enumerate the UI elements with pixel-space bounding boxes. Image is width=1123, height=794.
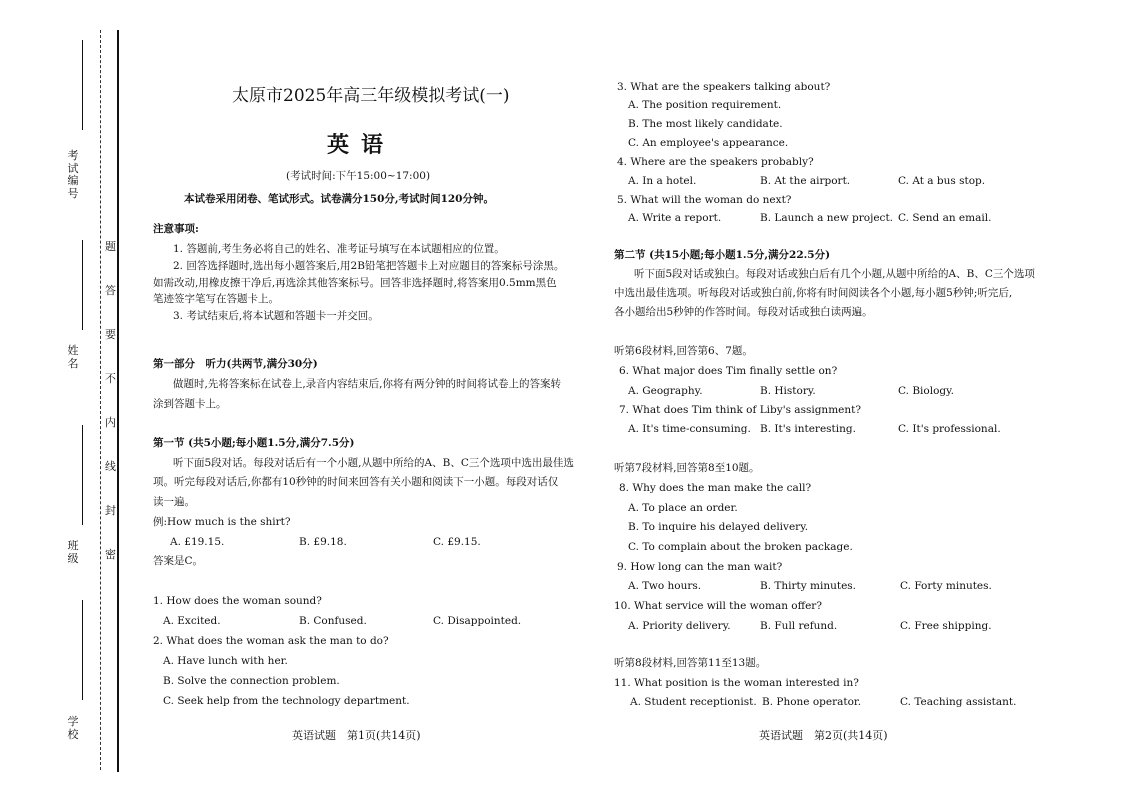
- note-line: 1. 答题前,考生务必将自己的姓名、准考证号填写在本试题相应的位置。: [173, 243, 505, 255]
- page-footer: 英语试题 第1页(共14页): [292, 729, 421, 742]
- section2-title: 第二节 (共15小题;每小题1.5分,满分22.5分): [614, 249, 831, 261]
- question-1: 1. How does the woman sound?: [153, 595, 322, 607]
- subject-heading: 英语: [327, 132, 396, 158]
- seal-char: 要: [105, 328, 116, 341]
- option-a: A. Priority delivery.: [628, 620, 731, 632]
- seal-char: 封: [105, 504, 116, 517]
- option-c: C. To complain about the broken package.: [628, 541, 853, 553]
- part1-desc-line: 做题时,先将答案标在试卷上,录音内容结束后,你将有两分钟的时间将试卷上的答案转: [173, 378, 562, 390]
- margin-rule: [117, 30, 119, 772]
- seal-char: 内: [105, 416, 116, 429]
- example-question: 例:How much is the shirt?: [153, 516, 291, 528]
- option-c: C. Free shipping.: [900, 620, 992, 632]
- exam-time: (考试时间:下午15:00~17:00): [286, 170, 431, 182]
- seal-char: 线: [105, 460, 116, 473]
- option-b: B. To inquire his delayed delivery.: [628, 521, 809, 533]
- school-line: [82, 600, 83, 700]
- option-c: C. At a bus stop.: [898, 175, 986, 187]
- option-c: C. Teaching assistant.: [900, 696, 1017, 708]
- option-b: B. Solve the connection problem.: [163, 675, 340, 687]
- option-a: A. Geography.: [628, 385, 703, 397]
- exam-title: 太原市2025年高三年级模拟考试(一): [232, 86, 510, 106]
- option-b: B. Confused.: [299, 615, 367, 627]
- question-5: 5. What will the woman do next?: [617, 194, 792, 206]
- question-11: 11. What position is the woman interested in?: [614, 677, 859, 689]
- name-label: 姓 名: [67, 344, 79, 370]
- material-heading: 听第6段材料,回答第6、7题。: [614, 345, 753, 357]
- option-a: A. Write a report.: [628, 212, 722, 224]
- class-line: [82, 425, 83, 525]
- option-a: A. To place an order.: [628, 502, 738, 514]
- name-line: [82, 240, 83, 330]
- option-a: A. In a hotel.: [628, 175, 697, 187]
- note-line: 3. 考试结束后,将本试题和答题卡一并交回。: [173, 310, 379, 322]
- note-line: 笔迹签字笔写在答题卡上。: [153, 293, 279, 305]
- seal-char: 不: [105, 372, 116, 385]
- option-b: B. It's interesting.: [760, 423, 856, 435]
- class-label: 班 级: [67, 539, 79, 565]
- option-c: C. Biology.: [898, 385, 955, 397]
- option-c: C. It's professional.: [898, 423, 1001, 435]
- option-c: C. £9.15.: [433, 536, 481, 548]
- exam-info: 本试卷采用闭卷、笔试形式。试卷满分150分,考试时间120分钟。: [184, 193, 494, 205]
- option-a: A. The position requirement.: [628, 99, 782, 111]
- question-3: 3. What are the speakers talking about?: [617, 81, 831, 93]
- option-c: C. Send an email.: [898, 212, 992, 224]
- section2-desc-line: 中选出最佳选项。听每段对话或独白前,你将有时间阅读各个小题,每小题5秒钟;听完后,: [614, 287, 1013, 299]
- option-c: C. Forty minutes.: [900, 580, 992, 592]
- exam-number-label: 考 试 编 号: [67, 149, 79, 200]
- option-b: B. History.: [760, 385, 816, 397]
- notes-title: 注意事项:: [153, 223, 199, 235]
- section1-title: 第一节 (共5小题;每小题1.5分,满分7.5分): [153, 437, 355, 449]
- option-a: A. Have lunch with her.: [163, 655, 288, 667]
- seal-char: 答: [105, 284, 116, 297]
- section1-desc-line: 项。听完每段对话后,你都有10秒钟的时间来回答有关小题和阅读下一小题。每段对话仅: [153, 476, 559, 488]
- section1-desc-line: 读一遍。: [153, 496, 195, 508]
- material-heading: 听第7段材料,回答第8至10题。: [614, 462, 760, 474]
- option-b: B. Phone operator.: [762, 696, 862, 708]
- option-b: B. £9.18.: [299, 536, 347, 548]
- material-heading: 听第8段材料,回答第11至13题。: [614, 657, 767, 669]
- note-line: 2. 回答选择题时,选出每小题答案后,用2B铅笔把答题卡上对应题目的答案标号涂黑。: [173, 260, 565, 272]
- option-a: A. It's time-consuming.: [628, 423, 751, 435]
- option-b: B. At the airport.: [760, 175, 851, 187]
- option-c: C. An employee's appearance.: [628, 137, 789, 149]
- question-4: 4. Where are the speakers probably?: [617, 156, 814, 168]
- example-answer: 答案是C。: [153, 555, 204, 567]
- option-b: B. The most likely candidate.: [628, 118, 783, 130]
- question-7: 7. What does Tim think of Liby's assignment?: [619, 404, 861, 416]
- part1-desc-line: 涂到答题卡上。: [153, 398, 227, 410]
- school-label: 学 校: [67, 715, 79, 741]
- option-a: A. Student receptionist.: [630, 696, 757, 708]
- option-c: C. Seek help from the technology department.: [163, 695, 410, 707]
- section2-desc-line: 各小题给出5秒钟的作答时间。每段对话或独白读两遍。: [614, 306, 873, 318]
- option-b: B. Thirty minutes.: [760, 580, 857, 592]
- question-10: 10. What service will the woman offer?: [614, 600, 822, 612]
- option-c: C. Disappointed.: [433, 615, 522, 627]
- seal-line: [100, 30, 101, 770]
- option-a: A. £19.15.: [170, 536, 225, 548]
- option-b: B. Full refund.: [760, 620, 838, 632]
- option-a: A. Two hours.: [628, 580, 702, 592]
- question-2: 2. What does the woman ask the man to do?: [153, 635, 389, 647]
- part1-title: 第一部分 听力(共两节,满分30分): [153, 358, 318, 370]
- section2-desc-line: 听下面5段对话或独白。每段对话或独白后有几个小题,从题中所给的A、B、C三个选项: [634, 268, 1035, 280]
- seal-char: 密: [105, 548, 116, 561]
- seal-char: 题: [105, 240, 116, 253]
- exam-number-line: [82, 40, 83, 130]
- page-footer: 英语试题 第2页(共14页): [759, 729, 888, 742]
- section1-desc-line: 听下面5段对话。每段对话后有一个小题,从题中所给的A、B、C三个选项中选出最佳选: [173, 457, 574, 469]
- note-line: 如需改动,用橡皮擦干净后,再选涂其他答案标号。回答非选择题时,将答案用0.5mm黑色: [153, 277, 557, 289]
- question-9: 9. How long can the man wait?: [617, 561, 783, 573]
- question-8: 8. Why does the man make the call?: [619, 482, 812, 494]
- option-b: B. Launch a new project.: [760, 212, 893, 224]
- question-6: 6. What major does Tim finally settle on?: [619, 365, 838, 377]
- option-a: A. Excited.: [163, 615, 221, 627]
